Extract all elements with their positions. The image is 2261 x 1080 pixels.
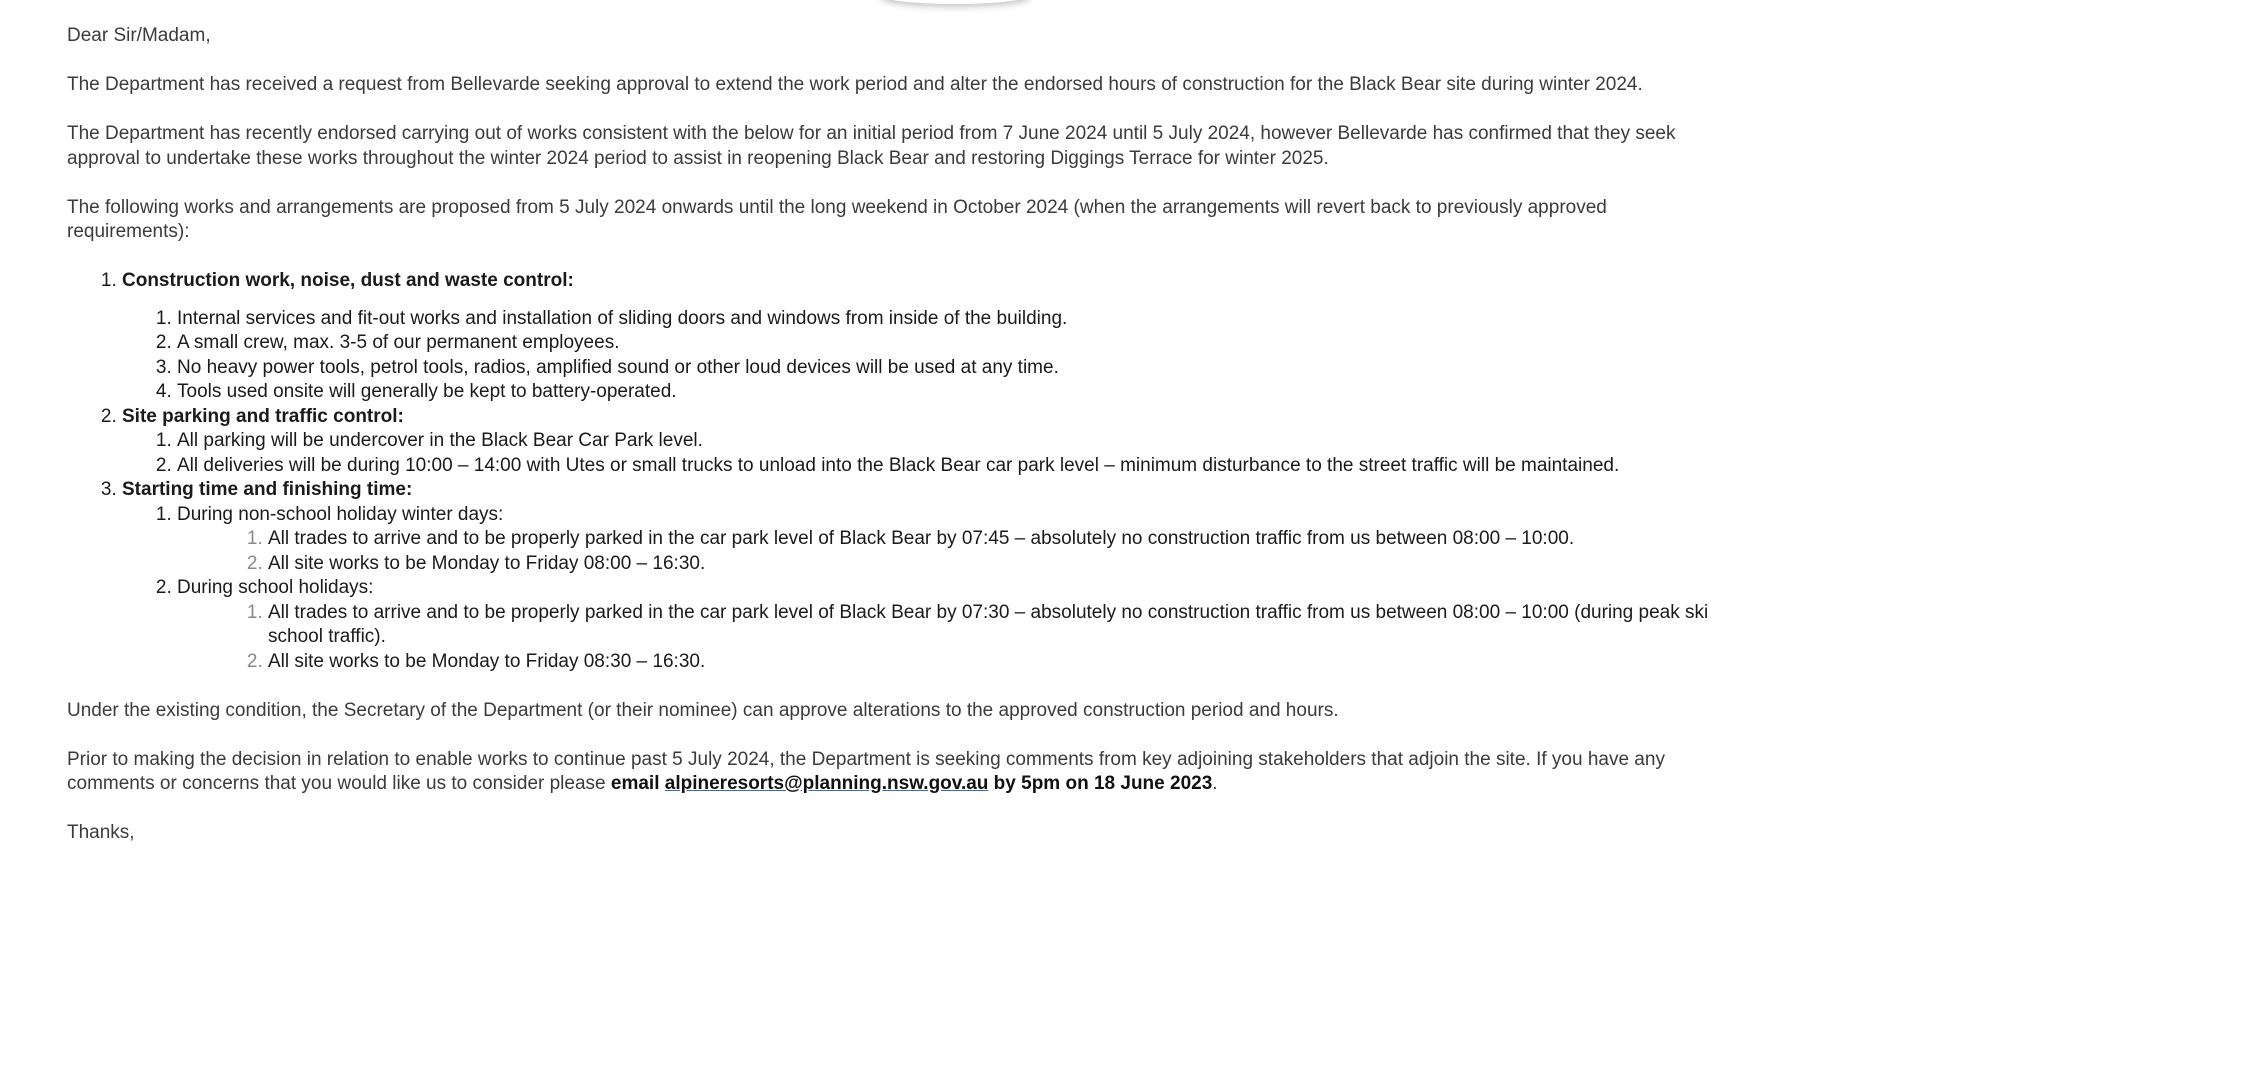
signoff: Thanks, (67, 822, 135, 843)
list-item: 2. All deliveries will be during 10:00 – 14:00 with Utes or small trucks to unload into the Black Bear car park level – minimum disturbance to the street traffic will be maintained. (177, 454, 1727, 479)
sub-sublist (177, 527, 1727, 576)
list-heading: Site parking and traffic control: (122, 405, 404, 427)
comments-text: Prior to making the decision in relation to enable works to continue past 5 July 2024, the Department is seeking comments from key adjoining stakeholders that adjoin the site. If you have any comments or concerns that you would like us to consider please (67, 748, 1665, 794)
greeting: Dear Sir/Madam, (67, 25, 211, 46)
list-item-label: During school holidays: (177, 577, 374, 598)
sub-sublist (177, 601, 1727, 675)
paragraph-endorsement: The Department has recently endorsed carrying out of works consistent with the below for an initial period from 7 June 2024 until 5 July 2024, however Bellevarde has confirmed that they seek approval to undertake these works throughout the winter 2024 period to assist in reopening Black Bear and restoring Diggings Terrace for winter 2025. (67, 123, 1676, 169)
list-item: 1. All parking will be undercover in the Black Bear Car Park level. (177, 429, 1727, 454)
sublist (122, 503, 1727, 675)
list-item: 1. All trades to arrive and to be properly parked in the car park level of Black Bear by 07:45 – absolutely no construction traffic from us between 08:00 – 10:00. (268, 527, 1727, 552)
sublist (122, 307, 1727, 405)
paragraph-proposal: The following works and arrangements are proposed from 5 July 2024 onwards until the long weekend in October 2024 (when the arrangements will revert back to previously approved requirements): (67, 196, 1607, 242)
email-body (67, 24, 1727, 870)
deadline-text: by 5pm on 18 June 2023 (988, 773, 1213, 794)
list-item-label: During non-school holiday winter days: (177, 503, 504, 525)
works-list (67, 269, 1727, 674)
list-item-parking (122, 405, 1727, 479)
list-item (177, 576, 1727, 674)
email-link[interactable]: alpineresorts@planning.nsw.gov.au (664, 773, 989, 794)
list-heading: Starting time and finishing time: (122, 479, 413, 500)
paragraph-condition: Under the existing condition, the Secretary of the Department (or their nominee) can approve alterations to the approved construction period and hours. (67, 699, 1339, 721)
comments-end: . (1212, 773, 1218, 794)
paragraph-comments-request (67, 748, 1727, 797)
list-item-times (122, 478, 1727, 674)
list-heading: Construction work, noise, dust and waste control: (122, 270, 574, 291)
list-item: 2. A small crew, max. 3-5 of our permanent employees. (177, 331, 1727, 356)
paragraph-request: The Department has received a request from Bellevarde seeking approval to extend the work period and alter the endorsed hours of construction for the Black Bear site during winter 2024. (67, 74, 1643, 95)
list-item: 1. All trades to arrive and to be properly parked in the car park level of Black Bear by 07:30 – absolutely no construction traffic from us between 08:00 – 10:00 (during peak ski school traffic). (268, 601, 1727, 650)
email-label: email (610, 773, 665, 794)
list-item: 4. Tools used onsite will generally be kept to battery-operated. (177, 380, 1727, 405)
list-item: 3. No heavy power tools, petrol tools, radios, amplified sound or other loud devices will be used at any time. (177, 356, 1727, 381)
list-item: 1. Internal services and fit-out works and installation of sliding doors and windows from inside of the building. (177, 307, 1727, 332)
list-item: 2. All site works to be Monday to Friday 08:30 – 16:30. (268, 650, 1727, 675)
top-shadow-decoration (880, 0, 1030, 4)
sublist (122, 429, 1727, 478)
list-item (177, 503, 1727, 577)
list-item-construction (122, 269, 1727, 405)
list-item: 2. All site works to be Monday to Friday 08:00 – 16:30. (268, 552, 1727, 577)
